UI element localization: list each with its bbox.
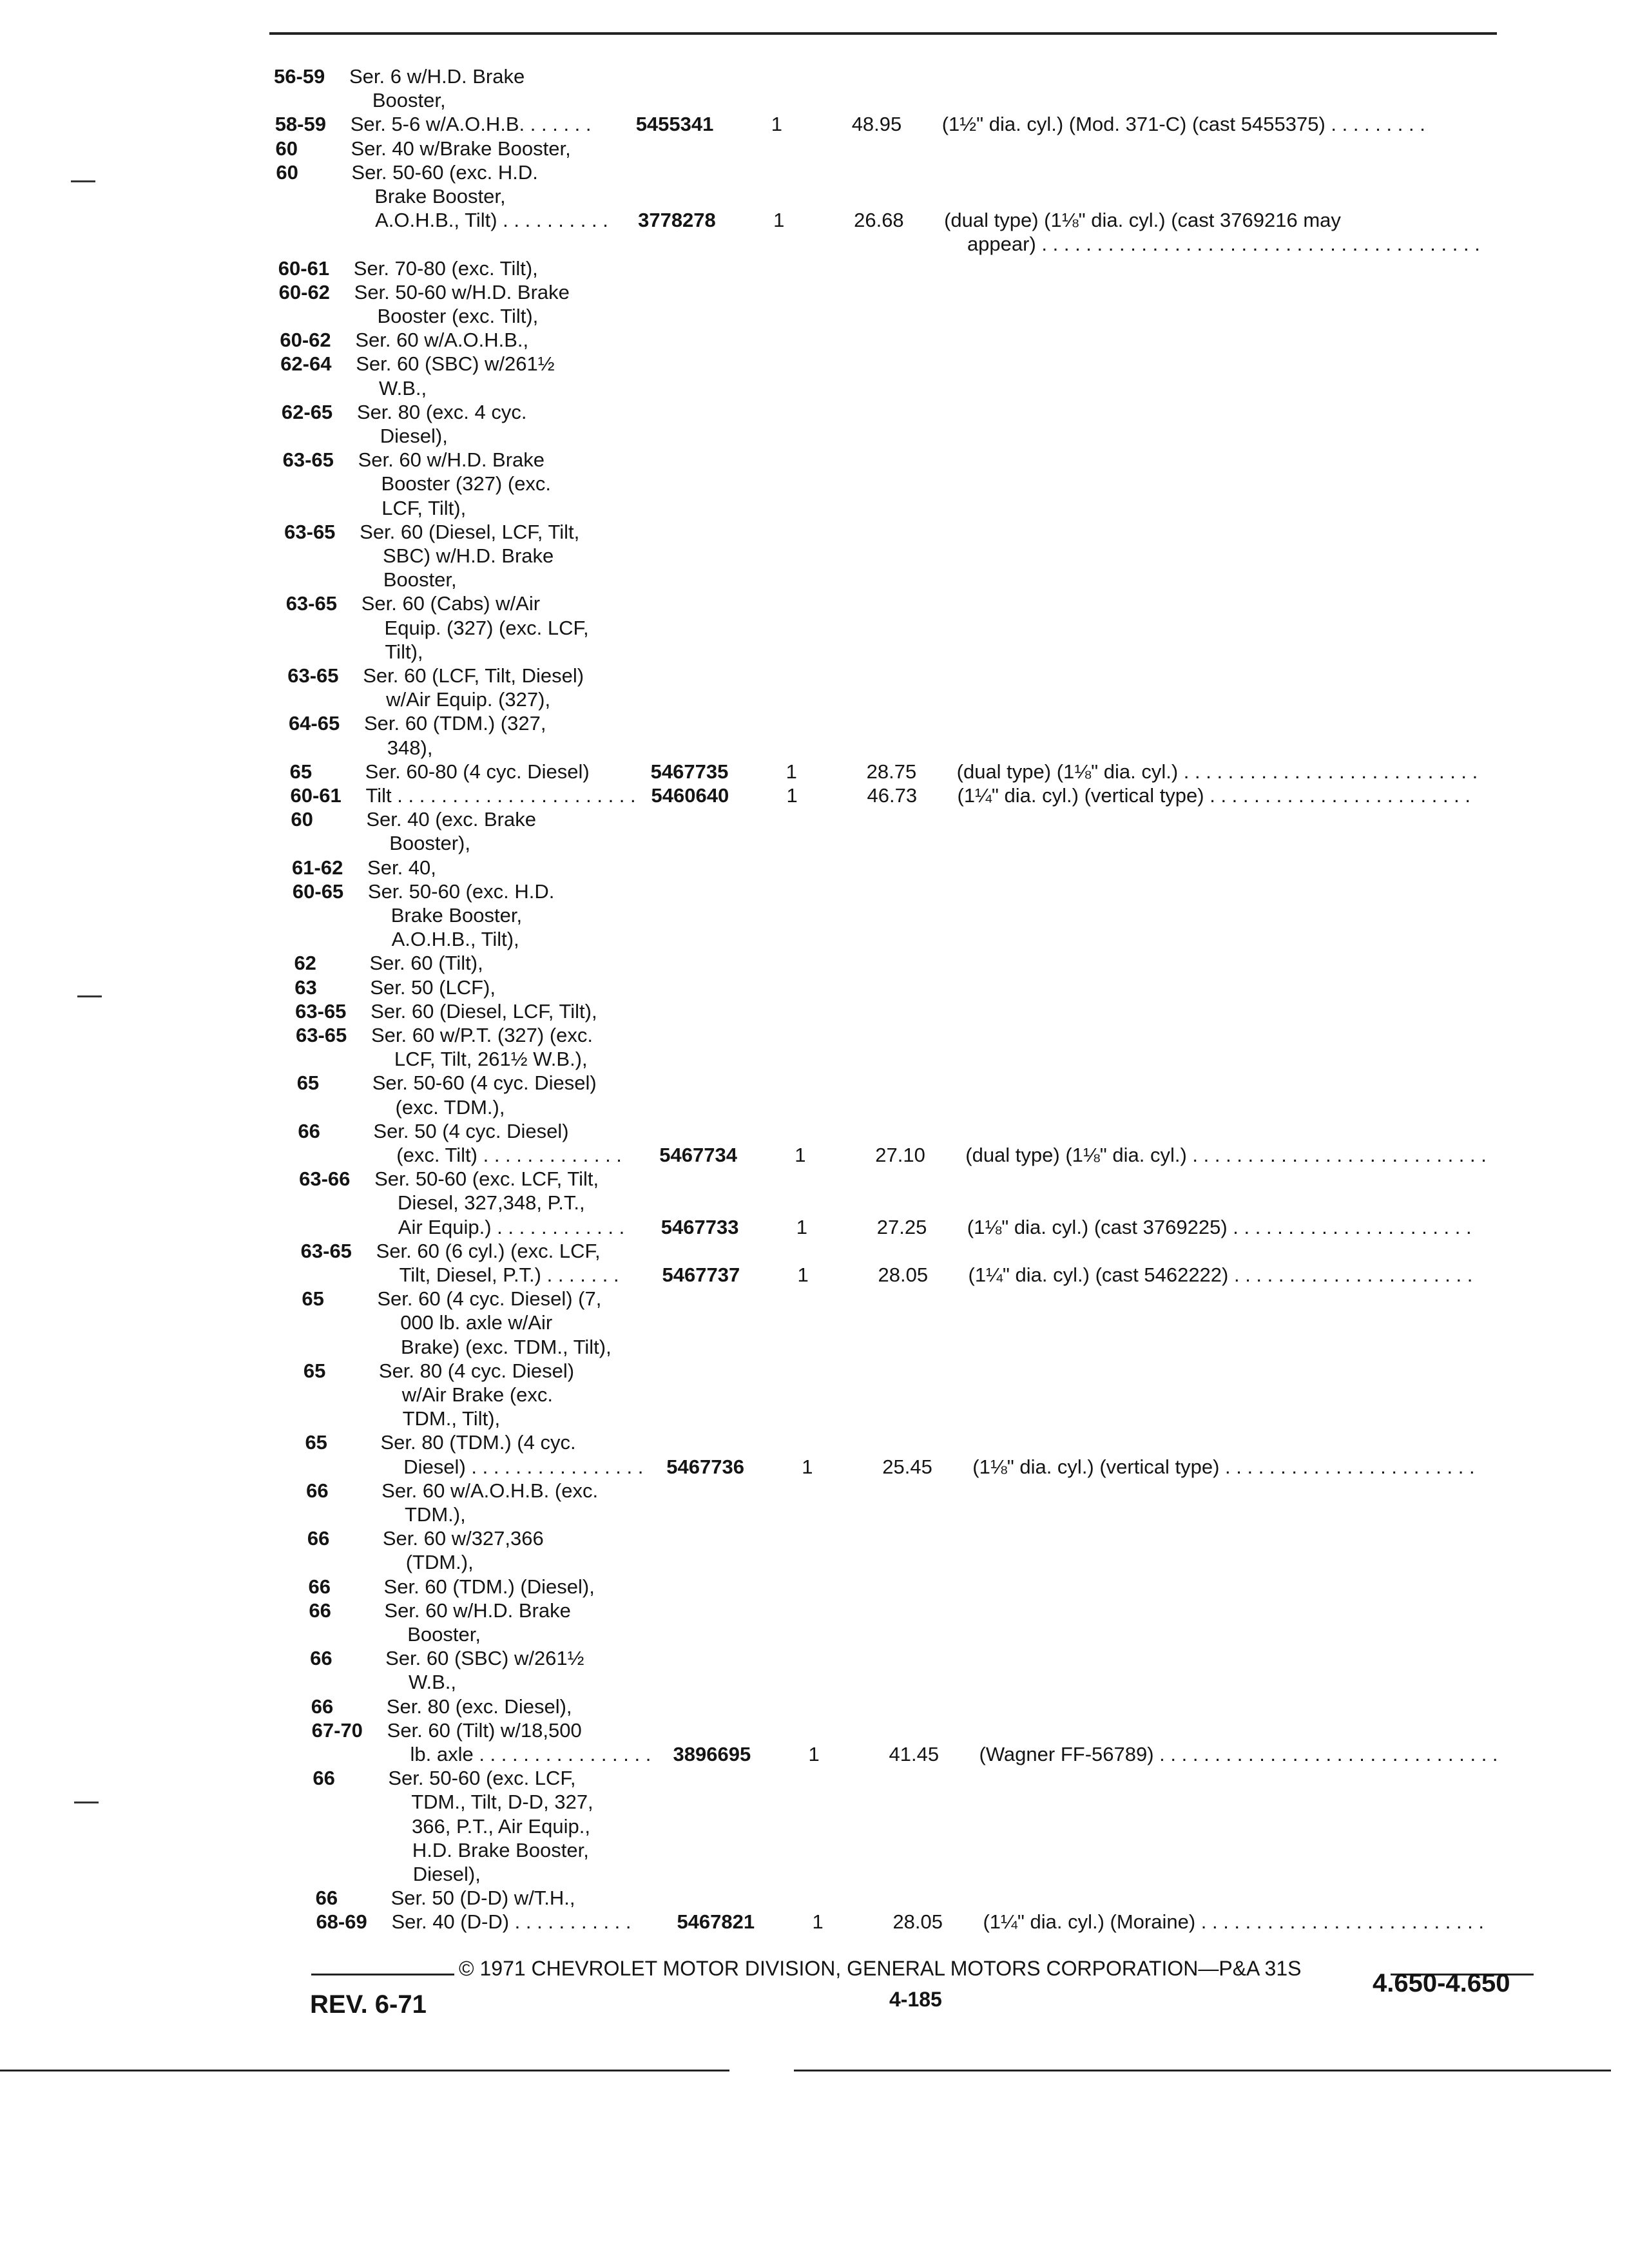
application-description: Ser. 50-60 (4 cyc. Diesel): [372, 1072, 597, 1095]
quantity: 1: [786, 784, 798, 807]
table-row: [0, 1695, 1629, 1719]
table-row: [0, 1503, 1629, 1527]
model-years: 62-64: [280, 352, 332, 376]
table-row: [0, 999, 1629, 1024]
table-row: [0, 1407, 1629, 1431]
table-row: [0, 256, 1629, 281]
model-years: 65: [302, 1287, 324, 1311]
application-description: 348),: [387, 736, 433, 759]
application-description: Ser. 60 (SBC) w/261½: [385, 1647, 584, 1670]
quantity: 1: [797, 1264, 809, 1286]
table-row: [0, 1191, 1629, 1215]
model-years: 63-65: [284, 520, 336, 543]
application-description: Ser. 60 (6 cyl.) (exc. LCF,: [376, 1239, 601, 1262]
table-row: [0, 975, 1629, 1000]
table-row: [0, 616, 1629, 640]
table-row: [0, 304, 1629, 329]
model-years: 62: [294, 952, 316, 975]
model-years: 63-65: [287, 664, 339, 687]
application-description: Booster),: [389, 832, 470, 855]
application-description: Ser. 60 w/A.O.H.B.,: [355, 329, 529, 352]
model-years: 56-59: [274, 65, 325, 88]
part-note: (1¼" dia. cyl.) (vertical type) . . . . . . . . . . . . . . . . . . . . . . . .: [957, 784, 1471, 807]
table-row: [0, 1670, 1629, 1695]
table-row: [0, 1814, 1629, 1839]
application-description: Ser. 50 (D-D) w/T.H.,: [390, 1887, 575, 1910]
model-years: 60: [291, 808, 313, 831]
table-row: [0, 760, 1629, 784]
application-description: A.O.H.B., Tilt),: [391, 928, 519, 951]
table-row: [0, 1335, 1629, 1360]
table-row: [0, 424, 1629, 448]
model-years: 61-62: [292, 856, 343, 879]
application-description: Ser. 60 w/327,366: [382, 1527, 544, 1550]
application-description: Ser. 60 w/P.T. (327) (exc.: [371, 1024, 593, 1046]
model-years: 66: [313, 1767, 335, 1790]
application-description: Ser. 60 w/H.D. Brake: [358, 448, 545, 472]
application-description: Ser. 50-60 (exc. LCF, Tilt,: [374, 1168, 599, 1191]
application-description: Ser. 5-6 w/A.O.H.B. . . . . . .: [350, 113, 592, 136]
model-years: 63-65: [300, 1239, 352, 1262]
quantity: 1: [786, 760, 797, 783]
table-row: [0, 664, 1629, 688]
table-row: [0, 496, 1629, 521]
table-row: [0, 568, 1629, 592]
table-row: [0, 448, 1629, 472]
table-row: [0, 1215, 1629, 1240]
table-row: [0, 951, 1629, 975]
table-row: [0, 1095, 1629, 1120]
application-description: Air Equip.) . . . . . . . . . . . .: [398, 1215, 625, 1238]
table-row: [0, 1071, 1629, 1095]
part-number: 5467735: [650, 760, 729, 783]
model-years: 63-65: [285, 592, 337, 615]
table-row: [0, 1311, 1629, 1335]
quantity: 1: [796, 1215, 808, 1238]
revision-label: REV. 6-71: [310, 1990, 427, 2019]
application-description: Ser. 50-60 (exc. H.D.: [367, 879, 555, 903]
application-description: W.B.,: [379, 376, 427, 399]
part-number: 5455341: [635, 113, 714, 136]
table-row: [0, 1263, 1629, 1287]
model-years: 62-65: [281, 400, 333, 423]
table-row: [0, 137, 1629, 161]
model-years: 68-69: [316, 1910, 367, 1934]
part-note: (dual type) (1⅛" dia. cyl.) . . . . . . . . . . . . . . . . . . . . . . . . . . .: [965, 1144, 1487, 1166]
application-description: Ser. 40,: [367, 856, 436, 879]
quantity: 1: [795, 1144, 806, 1166]
application-description: Ser. 60 (Tilt) w/18,500: [387, 1718, 582, 1742]
table-row: [0, 1622, 1629, 1647]
quantity: 1: [773, 209, 785, 232]
table-row: [0, 208, 1629, 233]
part-number: 3778278: [638, 209, 716, 232]
model-years: 60-65: [292, 879, 344, 903]
model-years: 63-66: [299, 1168, 351, 1191]
application-description: Ser. 50-60 (exc. LCF,: [388, 1767, 576, 1790]
application-description: 000 lb. axle w/Air: [400, 1311, 553, 1334]
part-number: 5460640: [651, 784, 729, 807]
model-years: 67-70: [311, 1718, 363, 1742]
application-description: Ser. 80 (exc. Diesel),: [386, 1695, 572, 1718]
application-description: Booster (327) (exc.: [381, 472, 552, 495]
table-row: [0, 687, 1629, 712]
page-number: 4-185: [889, 1988, 942, 2011]
model-years: 66: [311, 1695, 334, 1718]
model-years: 60-61: [290, 784, 342, 807]
model-years: 65: [296, 1072, 320, 1095]
application-description: Ser. 40 (exc. Brake: [366, 808, 536, 831]
application-description: TDM., Tilt, D-D, 327,: [411, 1791, 593, 1814]
application-description: Ser. 50 (LCF),: [370, 975, 496, 999]
table-row: [0, 1526, 1629, 1551]
list-price: 28.05: [878, 1264, 929, 1286]
application-description: Diesel),: [380, 425, 448, 447]
model-years: 63-65: [296, 1024, 347, 1046]
application-description: Ser. 60 w/H.D. Brake: [384, 1599, 571, 1622]
application-description: Ser. 50-60 (exc. H.D.: [351, 160, 538, 184]
list-price: 26.68: [854, 209, 904, 232]
part-note: (1⅛" dia. cyl.) (vertical type) . . . . . . . . . . . . . . . . . . . . . . .: [972, 1455, 1475, 1478]
application-description: H.D. Brake Booster,: [412, 1838, 589, 1861]
application-description: Ser. 80 (TDM.) (4 cyc.: [380, 1431, 576, 1454]
application-description: w/Air Brake (exc.: [401, 1383, 554, 1406]
application-description: w/Air Equip. (327),: [386, 688, 551, 711]
application-description: (exc. Tilt) . . . . . . . . . . . . .: [396, 1144, 622, 1166]
table-row: [0, 1646, 1629, 1671]
list-price: 41.45: [889, 1743, 940, 1765]
table-row: [0, 520, 1629, 544]
table-row: [0, 1359, 1629, 1383]
table-row: [0, 184, 1629, 209]
table-row: [0, 640, 1629, 664]
part-number: 3896695: [673, 1743, 751, 1765]
application-description: Ser. 50-60 w/H.D. Brake: [354, 280, 570, 303]
part-number: 5467734: [659, 1144, 737, 1166]
model-years: 64-65: [288, 712, 340, 735]
part-note: (dual type) (1⅛" dia. cyl.) . . . . . . . . . . . . . . . . . . . . . . . . . . .: [956, 760, 1478, 783]
application-description: Ser. 60 w/A.O.H.B. (exc.: [381, 1479, 599, 1502]
list-price: 48.95: [851, 113, 902, 136]
table-row: [0, 1047, 1629, 1072]
application-description: (exc. TDM.),: [395, 1095, 505, 1119]
application-description: Tilt),: [385, 640, 423, 663]
application-description: Ser. 60 (TDM.) (Diesel),: [383, 1575, 595, 1598]
application-description: W.B.,: [408, 1671, 457, 1694]
table-row: [0, 160, 1629, 185]
list-price: 46.73: [867, 784, 918, 807]
application-description: TDM., Tilt),: [402, 1407, 501, 1430]
application-description: (TDM.),: [405, 1551, 474, 1574]
part-note: (1⅛" dia. cyl.) (cast 3769225) . . . . . . . . . . . . . . . . . . . . . .: [967, 1215, 1472, 1238]
table-row: [0, 280, 1629, 305]
model-years: 63-65: [295, 999, 347, 1023]
table-row: [0, 352, 1629, 376]
part-note: (Wagner FF-56789) . . . . . . . . . . . . . . . . . . . . . . . . . . . . . . .: [979, 1743, 1498, 1765]
part-note: (1¼" dia. cyl.) (cast 5462222) . . . . . . . . . . . . . . . . . . . . . .: [968, 1264, 1473, 1286]
part-note: appear) . . . . . . . . . . . . . . . . . . . . . . . . . . . . . . . . . . . . . . . .: [967, 233, 1480, 256]
list-price: 28.05: [892, 1910, 943, 1934]
table-row: [0, 1718, 1629, 1743]
model-years: 58-59: [275, 113, 326, 136]
list-price: 25.45: [882, 1455, 932, 1478]
quantity: 1: [802, 1455, 813, 1478]
table-row: [0, 807, 1629, 832]
table-row: [0, 856, 1629, 880]
application-description: Ser. 50 (4 cyc. Diesel): [373, 1119, 569, 1142]
table-row: [0, 544, 1629, 568]
quantity: 1: [812, 1910, 824, 1934]
table-row: [0, 1023, 1629, 1048]
application-description: Ser. 60 (TDM.) (327,: [363, 712, 546, 735]
model-years: 60-61: [278, 256, 330, 280]
application-description: Booster,: [383, 568, 457, 591]
application-description: Ser. 60-80 (4 cyc. Diesel): [365, 760, 590, 783]
part-number: 5467736: [666, 1455, 744, 1478]
model-years: 66: [298, 1119, 320, 1142]
application-description: TDM.),: [405, 1503, 466, 1526]
application-description: Tilt, Diesel, P.T.) . . . . . . .: [399, 1264, 619, 1286]
application-description: Diesel),: [412, 1863, 481, 1885]
list-price: 27.25: [876, 1215, 927, 1238]
application-description: Brake) (exc. TDM., Tilt),: [401, 1335, 612, 1358]
table-row: [0, 472, 1629, 496]
application-description: Ser. 80 (exc. 4 cyc.: [356, 400, 527, 423]
model-years: 66: [315, 1887, 338, 1910]
model-years: 65: [305, 1431, 327, 1454]
application-description: Ser. 60 (Tilt),: [369, 952, 483, 975]
part-note: (1¼" dia. cyl.) (Moraine) . . . . . . . . . . . . . . . . . . . . . . . . . .: [983, 1910, 1485, 1934]
table-row: [0, 591, 1629, 616]
application-description: A.O.H.B., Tilt) . . . . . . . . . .: [375, 209, 608, 232]
application-description: Booster,: [372, 89, 446, 112]
table-row: [0, 879, 1629, 904]
model-years: 66: [306, 1479, 329, 1502]
section-code: 4.650-4.650: [1373, 1969, 1510, 1997]
application-description: Ser. 60 (LCF, Tilt, Diesel): [363, 664, 584, 687]
table-row: [0, 1143, 1629, 1168]
quantity: 1: [771, 113, 782, 136]
application-description: lb. axle . . . . . . . . . . . . . . . .: [410, 1743, 651, 1765]
application-description: Ser. 60 (SBC) w/261½: [356, 352, 555, 376]
application-description: Diesel) . . . . . . . . . . . . . . . .: [403, 1455, 644, 1478]
table-row: [0, 1287, 1629, 1311]
table-row: [0, 1479, 1629, 1503]
model-years: 60-62: [278, 280, 330, 303]
copyright-line: © 1971 CHEVROLET MOTOR DIVISION, GENERAL MOTORS CORPORATION—P&A 31S: [459, 1957, 1302, 1980]
model-years: 66: [307, 1527, 330, 1550]
part-number: 5467737: [662, 1264, 740, 1286]
model-years: 60-62: [280, 329, 331, 352]
part-note: (dual type) (1⅛" dia. cyl.) (cast 3769216 may: [944, 209, 1341, 232]
table-row: [0, 1550, 1629, 1575]
table-row: [0, 112, 1629, 137]
model-years: 66: [309, 1599, 331, 1622]
application-description: Ser. 40 (D-D) . . . . . . . . . . .: [391, 1910, 631, 1934]
list-price: 27.10: [875, 1144, 925, 1166]
application-description: Ser. 60 (Cabs) w/Air: [361, 592, 541, 615]
table-row: [0, 1455, 1629, 1479]
application-description: SBC) w/H.D. Brake: [383, 544, 554, 567]
table-row: [0, 1742, 1629, 1767]
model-years: 66: [308, 1575, 331, 1598]
application-description: Ser. 60 (Diesel, LCF, Tilt,: [360, 520, 580, 543]
table-row: [0, 1886, 1629, 1910]
application-description: Ser. 70-80 (exc. Tilt),: [353, 256, 538, 280]
table-row: [0, 783, 1629, 808]
application-description: Brake Booster,: [390, 904, 523, 927]
application-description: Diesel, 327,348, P.T.,: [397, 1191, 585, 1215]
table-row: [0, 903, 1629, 928]
application-description: Booster,: [407, 1623, 481, 1646]
application-description: 366, P.T., Air Equip.,: [412, 1814, 590, 1838]
application-description: Tilt . . . . . . . . . . . . . . . . . . . . . .: [365, 784, 636, 807]
model-years: 63: [294, 975, 317, 999]
quantity: 1: [808, 1743, 820, 1765]
model-years: 66: [310, 1647, 333, 1670]
table-row: [0, 88, 1629, 113]
table-row: [0, 1838, 1629, 1863]
part-note: (1½" dia. cyl.) (Mod. 371-C) (cast 5455375) . . . . . . . . .: [941, 113, 1425, 136]
application-description: Equip. (327) (exc. LCF,: [384, 616, 589, 639]
model-years: 63-65: [282, 448, 334, 472]
table-row: [0, 1239, 1629, 1264]
table-row: [0, 1575, 1629, 1599]
application-description: Ser. 80 (4 cyc. Diesel): [378, 1359, 575, 1382]
table-row: [0, 1790, 1629, 1814]
application-description: Booster (exc. Tilt),: [377, 305, 539, 327]
table-row: [0, 64, 1629, 89]
model-years: 60: [275, 137, 298, 160]
table-row: [0, 328, 1629, 352]
application-description: Brake Booster,: [374, 185, 506, 207]
table-row: [0, 376, 1629, 401]
table-row: [0, 1430, 1629, 1455]
model-years: 65: [289, 760, 313, 783]
table-row: [0, 1119, 1629, 1144]
table-row: [0, 711, 1629, 736]
application-description: Ser. 60 (Diesel, LCF, Tilt),: [371, 999, 597, 1023]
part-number: 5467821: [677, 1910, 755, 1934]
list-price: 28.75: [866, 760, 917, 783]
application-description: Ser. 40 w/Brake Booster,: [351, 137, 571, 160]
application-description: Ser. 60 (4 cyc. Diesel) (7,: [377, 1287, 602, 1311]
table-row: [0, 736, 1629, 760]
table-row: [0, 1862, 1629, 1887]
footer-rule-left: [311, 1974, 454, 1975]
application-description: Ser. 6 w/H.D. Brake: [349, 65, 525, 88]
table-row: [0, 831, 1629, 856]
table-row: [0, 1599, 1629, 1623]
table-row: [0, 1766, 1629, 1791]
part-number: 5467733: [660, 1215, 739, 1238]
model-years: 60: [276, 160, 298, 184]
table-row: [0, 1383, 1629, 1407]
table-row: [0, 400, 1629, 425]
model-years: 65: [303, 1359, 326, 1382]
application-description: LCF, Tilt, 261½ W.B.),: [394, 1048, 588, 1071]
application-description: LCF, Tilt),: [381, 496, 467, 519]
table-row: [0, 1910, 1629, 1934]
table-row: [0, 927, 1629, 952]
table-row: [0, 232, 1629, 256]
table-row: [0, 1167, 1629, 1191]
